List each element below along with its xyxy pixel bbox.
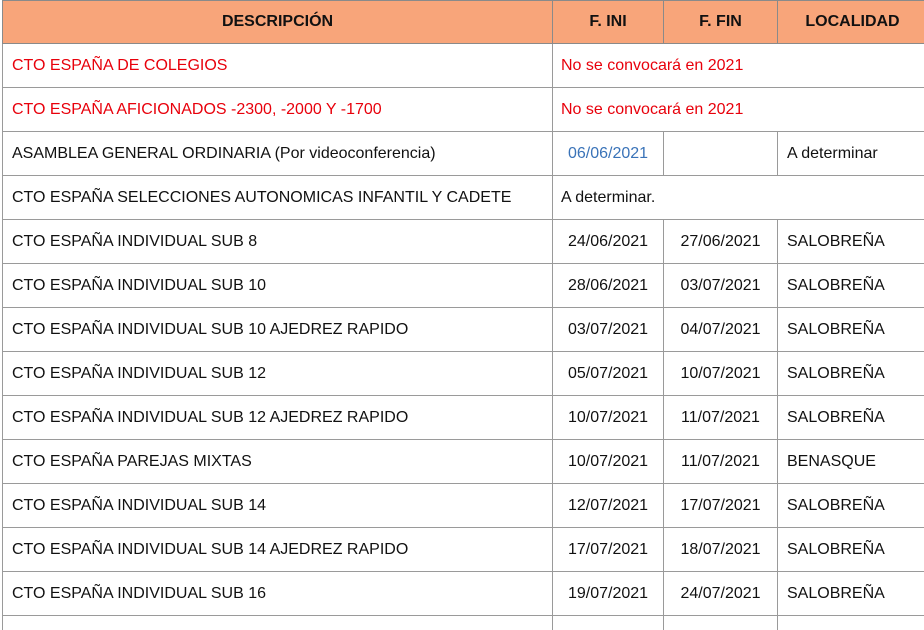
row-descripcion: CTO ESPAÑA DE COLEGIOS <box>3 44 553 88</box>
row-f-fin: 04/07/2021 <box>664 308 778 352</box>
row-descripcion: CTO ESPAÑA INDIVIDUAL SUB 14 <box>3 484 553 528</box>
row-localidad: SALOBREÑA <box>778 220 924 264</box>
table-row <box>3 44 924 88</box>
row-note: A determinar. <box>553 176 924 220</box>
row-f-ini: 10/07/2021 <box>553 440 664 484</box>
row-descripcion: ASAMBLEA GENERAL ORDINARIA (Por videoconferencia) <box>3 132 553 176</box>
row-f-fin: 03/07/2021 <box>664 264 778 308</box>
row-f-ini: 10/07/2021 <box>553 396 664 440</box>
row-descripcion: CTO ESPAÑA INDIVIDUAL SUB 16 <box>3 572 553 616</box>
row-f-ini: 03/07/2021 <box>553 308 664 352</box>
row-descripcion: CTO ESPAÑA PAREJAS MIXTAS <box>3 440 553 484</box>
row-localidad-empty <box>778 616 924 630</box>
table-row <box>3 176 924 220</box>
table-row <box>3 484 924 528</box>
table-row <box>3 528 924 572</box>
table-body <box>3 44 924 630</box>
row-f-ini: 24/06/2021 <box>553 220 664 264</box>
row-f-fin: 17/07/2021 <box>664 484 778 528</box>
row-f-ini: 06/06/2021 <box>553 132 664 176</box>
row-descripcion: CTO ESPAÑA AFICIONADOS -2300, -2000 Y -1700 <box>3 88 553 132</box>
row-f-ini: 05/07/2021 <box>553 352 664 396</box>
row-descripcion: CTO ESPAÑA INDIVIDUAL SUB 14 AJEDREZ RAPIDO <box>3 528 553 572</box>
table-row <box>3 352 924 396</box>
table-row <box>3 308 924 352</box>
row-localidad: A determinar <box>778 132 924 176</box>
row-descripcion: CTO ESPAÑA INDIVIDUAL SUB 12 <box>3 352 553 396</box>
row-f-fin: 11/07/2021 <box>664 440 778 484</box>
table-row <box>3 88 924 132</box>
row-f-fin: 24/07/2021 <box>664 572 778 616</box>
column-header-f-fin: F. FIN <box>664 1 778 44</box>
row-localidad: BENASQUE <box>778 440 924 484</box>
row-localidad: SALOBREÑA <box>778 352 924 396</box>
column-header-f-ini: F. INI <box>553 1 664 44</box>
row-note: No se convocará en 2021 <box>553 44 924 88</box>
table-header <box>3 1 924 44</box>
row-descripcion: CTO ESPAÑA INDIVIDUAL SUB 10 AJEDREZ RAPIDO <box>3 308 553 352</box>
column-header-descripcion: DESCRIPCIÓN <box>3 1 553 44</box>
row-f-fin-empty <box>664 616 778 630</box>
header-row <box>3 1 924 44</box>
table-row-cutoff <box>3 616 924 630</box>
row-descripcion-empty <box>3 616 553 630</box>
column-header-localidad: LOCALIDAD <box>778 1 924 44</box>
row-f-fin: 27/06/2021 <box>664 220 778 264</box>
row-f-ini: 19/07/2021 <box>553 572 664 616</box>
row-f-ini: 12/07/2021 <box>553 484 664 528</box>
row-localidad: SALOBREÑA <box>778 308 924 352</box>
row-note: No se convocará en 2021 <box>553 88 924 132</box>
row-f-fin: 18/07/2021 <box>664 528 778 572</box>
table-row <box>3 264 924 308</box>
row-localidad: SALOBREÑA <box>778 484 924 528</box>
row-descripcion: CTO ESPAÑA INDIVIDUAL SUB 10 <box>3 264 553 308</box>
row-f-ini-empty <box>553 616 664 630</box>
table-row <box>3 132 924 176</box>
table-row <box>3 220 924 264</box>
row-descripcion: CTO ESPAÑA INDIVIDUAL SUB 12 AJEDREZ RAPIDO <box>3 396 553 440</box>
row-descripcion: CTO ESPAÑA SELECCIONES AUTONOMICAS INFANTIL Y CADETE <box>3 176 553 220</box>
table-row <box>3 572 924 616</box>
row-localidad: SALOBREÑA <box>778 396 924 440</box>
row-f-fin <box>664 132 778 176</box>
row-localidad: SALOBREÑA <box>778 264 924 308</box>
row-f-ini: 28/06/2021 <box>553 264 664 308</box>
table-row <box>3 440 924 484</box>
calendar-table <box>2 0 924 630</box>
row-localidad: SALOBREÑA <box>778 528 924 572</box>
table-row <box>3 396 924 440</box>
row-f-fin: 11/07/2021 <box>664 396 778 440</box>
row-f-ini: 17/07/2021 <box>553 528 664 572</box>
row-descripcion: CTO ESPAÑA INDIVIDUAL SUB 8 <box>3 220 553 264</box>
row-localidad: SALOBREÑA <box>778 572 924 616</box>
row-f-fin: 10/07/2021 <box>664 352 778 396</box>
